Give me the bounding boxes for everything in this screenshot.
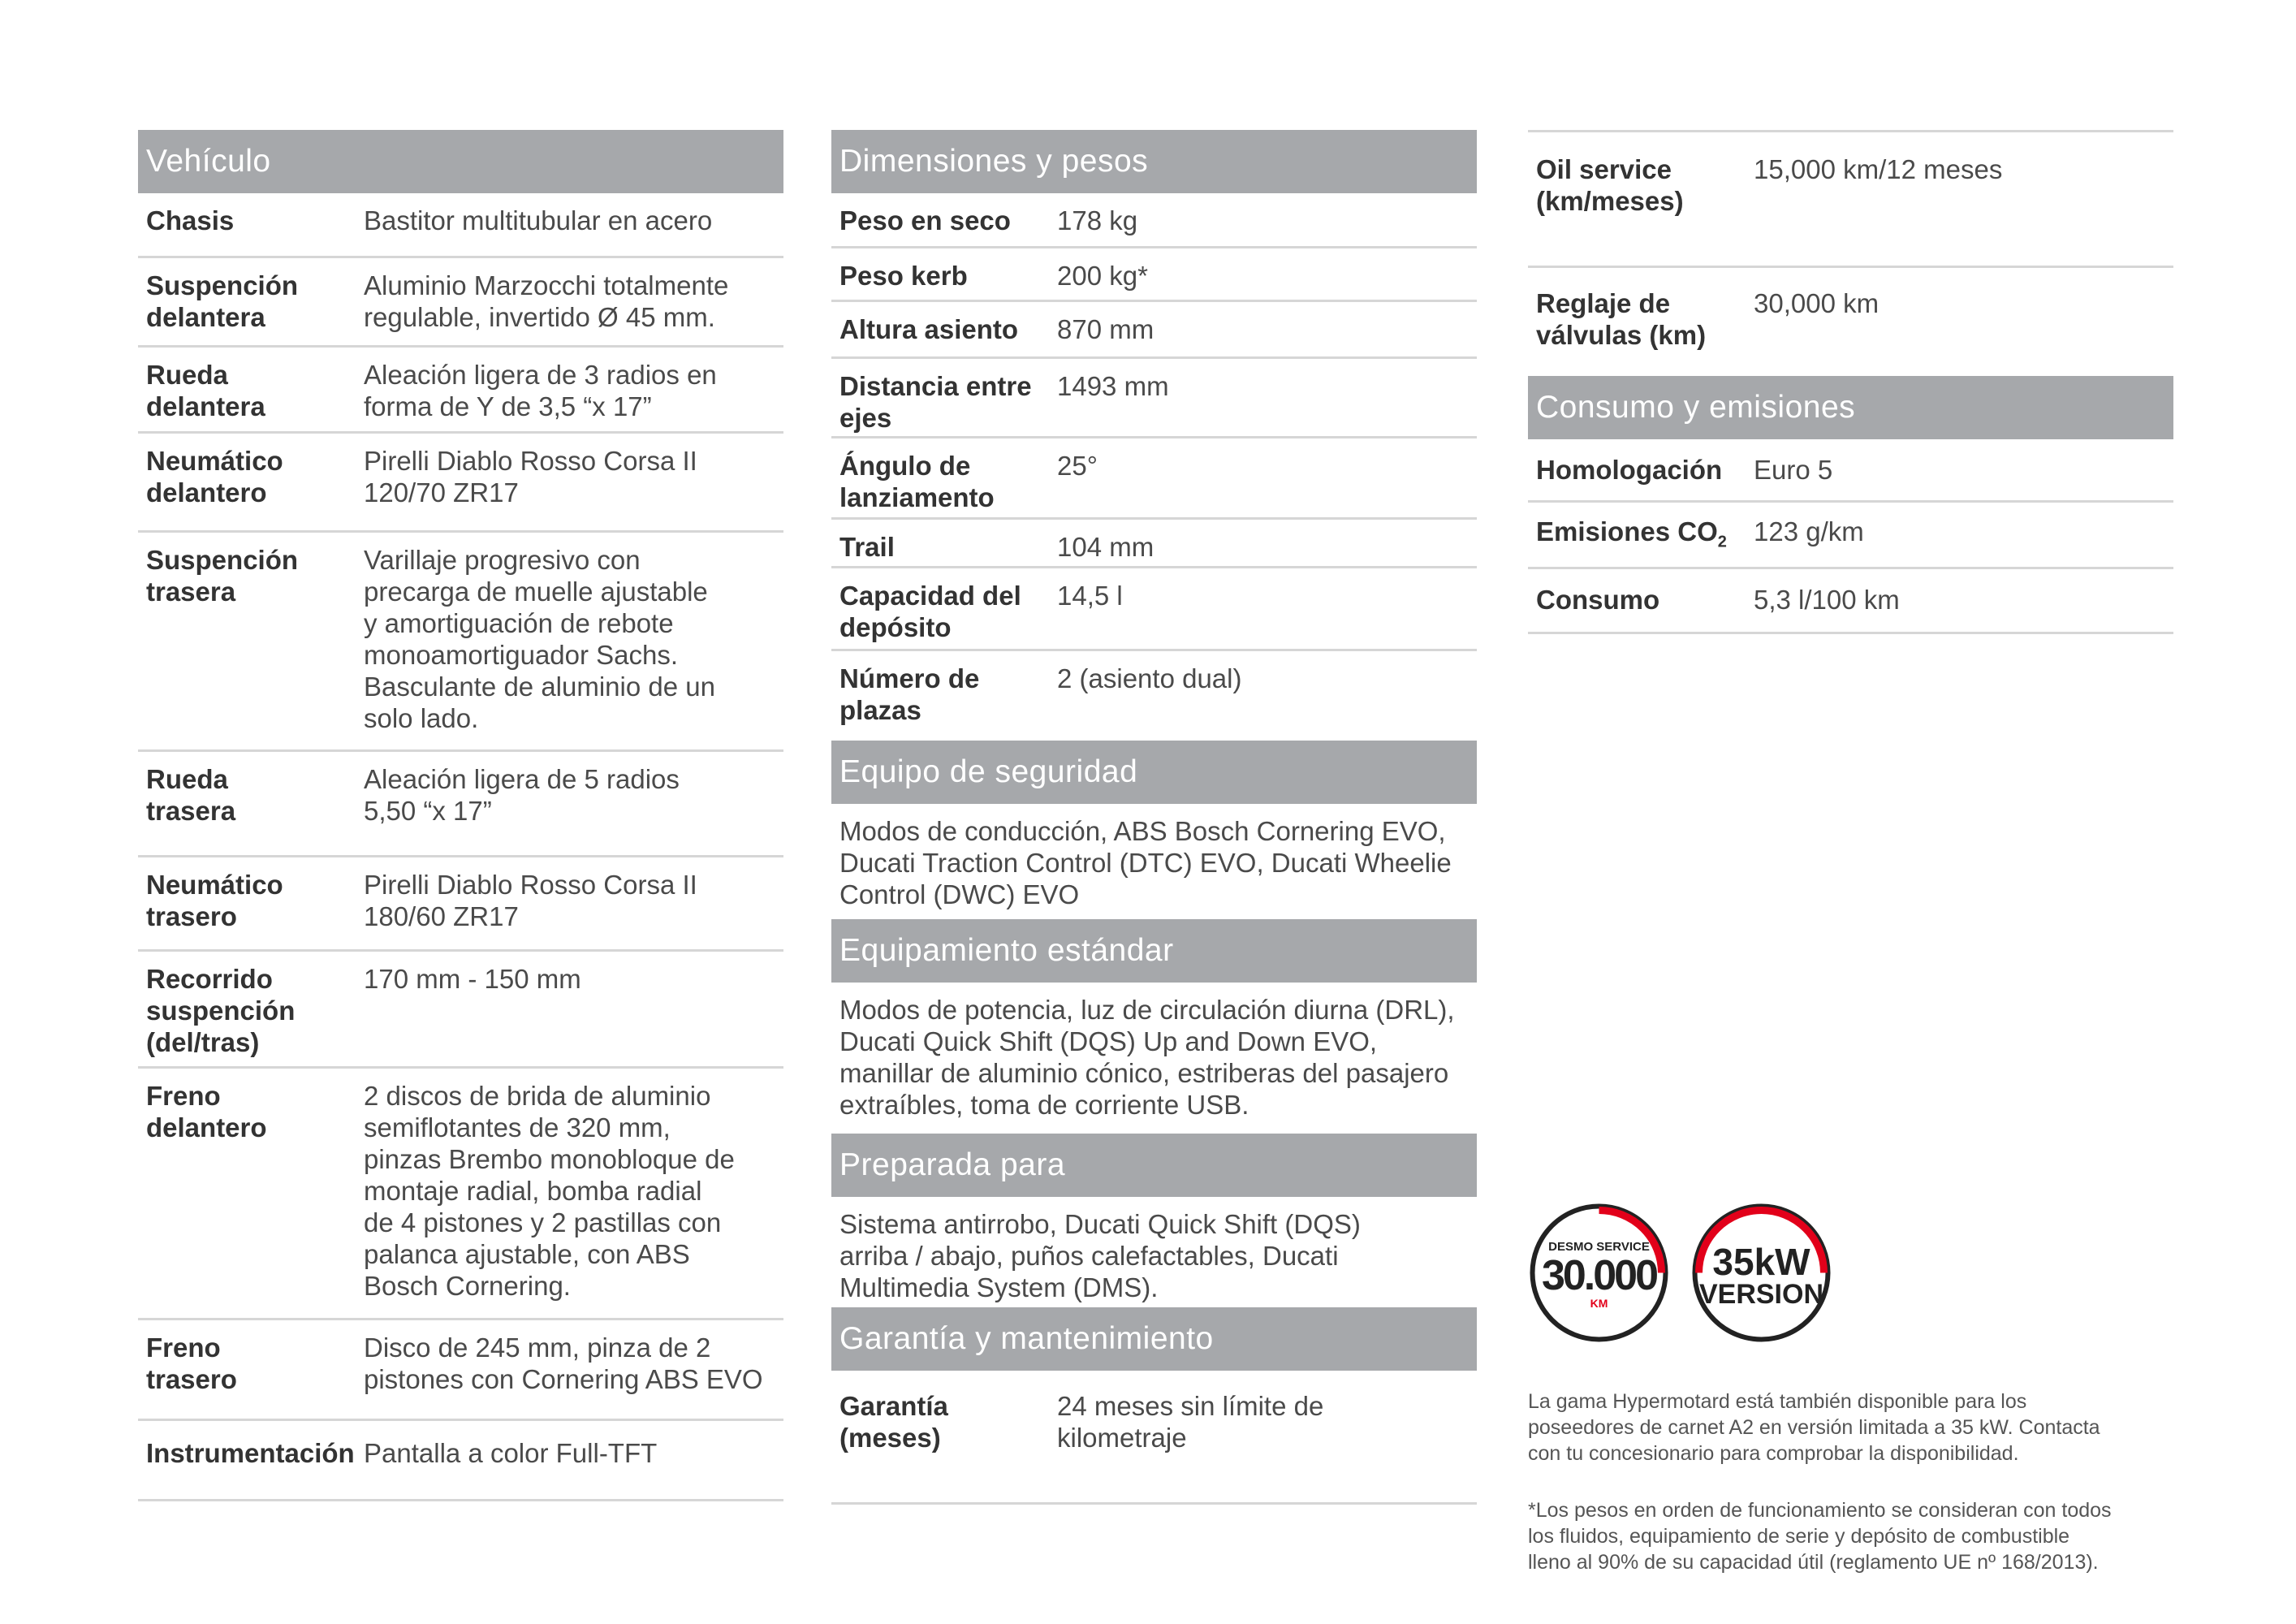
spec-row	[1528, 569, 2173, 634]
co2-subscript: 2	[1717, 533, 1727, 551]
vehiculo-section	[138, 130, 783, 1501]
power-bottom-text: VERSION	[1698, 1279, 1824, 1310]
spec-row	[831, 359, 1477, 438]
dimensiones-column	[831, 130, 1477, 1505]
spec-label: Distancia entre ejes	[839, 371, 1032, 433]
spec-row	[831, 568, 1477, 651]
spec-value: 14,5 l	[1057, 581, 1123, 611]
spec-value: Aleación ligera de 3 radios en forma de Y de 3,5 “x 17”	[364, 360, 717, 421]
spec-label: Altura asiento	[839, 314, 1019, 344]
spec-value: 104 mm	[1057, 532, 1154, 562]
section-title: Equipamiento estándar	[831, 919, 1477, 983]
spec-row	[831, 1371, 1477, 1505]
section-title: Garantía y mantenimiento	[831, 1307, 1477, 1371]
spec-label: Suspención delantera	[146, 270, 299, 332]
spec-label: Neumático trasero	[146, 870, 283, 931]
spec-row	[1528, 130, 2173, 268]
spec-row	[138, 258, 783, 348]
spec-label: Peso en seco	[839, 205, 1011, 235]
preparada-text: Sistema antirrobo, Ducati Quick Shift (DQS) arriba / abajo, puños calefactables, Ducati Multimedia System (DMS).	[839, 1209, 1361, 1302]
co2-label: Emisiones CO	[1536, 516, 1718, 546]
spec-row	[831, 302, 1477, 359]
badges	[1528, 1202, 1853, 1352]
spec-value: 870 mm	[1057, 314, 1154, 344]
spec-value: Aluminio Marzocchi totalmente regulable, invertido Ø 45 mm.	[364, 270, 729, 332]
spec-value: 24 meses sin límite de kilometraje	[1057, 1391, 1324, 1453]
spec-label: Ángulo de lanziamento	[839, 451, 995, 512]
spec-value: Bastitor multitubular en acero	[364, 205, 713, 235]
spec-label: Instrumentación	[146, 1438, 355, 1468]
spec-row	[831, 520, 1477, 568]
seguridad-text: Modos de conducción, ABS Bosch Cornering EVO, Ducati Traction Control (DTC) EVO, Ducati Wheelie Control (DWC) EVO	[839, 816, 1452, 909]
spec-row	[831, 193, 1477, 248]
spec-value: Pirelli Diablo Rosso Corsa II 180/60 ZR17	[364, 870, 697, 931]
spec-label: Freno trasero	[146, 1332, 237, 1394]
spec-label: Chasis	[146, 205, 235, 235]
spec-row	[138, 434, 783, 533]
weights-footnote: *Los pesos en orden de funcionamiento se consideran con todos los fluidos, equipamiento de serie y depósito de combustible lleno al 90% de su capacidad útil (reglamento UE nº 168/2013).	[1528, 1499, 2112, 1574]
spec-row	[831, 248, 1477, 302]
spec-row	[138, 533, 783, 752]
spec-label: Rueda delantera	[146, 360, 265, 421]
mantenimiento-column	[1528, 130, 2173, 634]
spec-value: Varillaje progresivo con precarga de muelle ajustable y amortiguación de rebote monoamortiguador Sachs. Basculante de aluminio de un solo lado.	[364, 545, 715, 733]
spec-value: 2 discos de brida de aluminio semiflotantes de 320 mm, pinzas Brembo monobloque de montaje radial, bomba radial de 4 pistones y 2 pastillas con palanca ajustable, con ABS Bosch Cornering.	[364, 1081, 735, 1301]
spec-label: Oil service (km/meses)	[1536, 154, 1684, 216]
desmo-top-text: DESMO SERVICE	[1548, 1240, 1650, 1254]
power-ring-icon	[1690, 1202, 1832, 1344]
spec-row	[138, 348, 783, 434]
spec-label: Suspención trasera	[146, 545, 299, 607]
spec-value: 178 kg	[1057, 205, 1138, 235]
spec-row	[831, 651, 1477, 741]
spec-value: 5,3 l/100 km	[1754, 585, 1900, 615]
spec-label: Freno delantero	[146, 1081, 267, 1142]
a2-note: La gama Hypermotard está también disponible para los poseedores de carnet A2 en versión limitada a 35 kW. Contacta con tu concesionario para comprobar la disponibilidad.	[1528, 1390, 2100, 1465]
spec-row	[138, 752, 783, 857]
section-title: Dimensiones y pesos	[831, 130, 1477, 193]
spec-row	[138, 193, 783, 258]
section-title: Equipo de seguridad	[831, 741, 1477, 804]
spec-value: Disco de 245 mm, pinza de 2 pistones con Cornering ABS EVO	[364, 1332, 763, 1394]
spec-row	[1528, 503, 2173, 569]
spec-value: Euro 5	[1754, 455, 1833, 485]
spec-label: Consumo	[1536, 585, 1660, 615]
spec-row	[831, 438, 1477, 520]
estandar-text: Modos de potencia, luz de circulación diurna (DRL), Ducati Quick Shift (DQS) Up and Down EVO, manillar de aluminio cónico, estriberas del pasajero extraíbles, toma de corriente USB.	[839, 995, 1455, 1120]
spec-value: Aleación ligera de 5 radios 5,50 “x 17”	[364, 764, 680, 826]
spec-value: 200 kg*	[1057, 261, 1148, 291]
spec-value: 123 g/km	[1754, 516, 1864, 546]
power-top-text: 35kW	[1712, 1241, 1810, 1283]
spec-value: Pantalla a color Full-TFT	[364, 1438, 658, 1468]
spec-row	[1528, 439, 2173, 503]
spec-label: Neumático delantero	[146, 446, 283, 508]
spec-row	[1528, 268, 2173, 376]
spec-row	[138, 1421, 783, 1501]
spec-label: Trail	[839, 532, 895, 562]
desmo-number: 30.000	[1541, 1252, 1657, 1299]
spec-label: Peso kerb	[839, 261, 968, 291]
spec-label: Número de plazas	[839, 663, 980, 725]
section-title: Consumo y emisiones	[1528, 376, 2173, 439]
section-title: Preparada para	[831, 1134, 1477, 1197]
spec-value: 1493 mm	[1057, 371, 1169, 401]
spec-row	[138, 1069, 783, 1320]
spec-value: 25°	[1057, 451, 1098, 481]
spec-value: 30,000 km	[1754, 288, 1880, 318]
spec-label: Recorrido suspención (del/tras)	[146, 964, 296, 1057]
spec-label: Capacidad del depósito	[839, 581, 1021, 642]
spec-row	[138, 857, 783, 952]
spec-value: 2 (asiento dual)	[1057, 663, 1242, 693]
spec-label	[1536, 516, 1754, 567]
spec-value: Pirelli Diablo Rosso Corsa II 120/70 ZR17	[364, 446, 697, 508]
spec-label: Reglaje de válvulas (km)	[1536, 288, 1707, 350]
power-version-badge	[1690, 1202, 1832, 1344]
spec-label: Garantía (meses)	[839, 1391, 948, 1453]
desmo-service-badge	[1528, 1202, 1670, 1344]
section-title: Vehículo	[138, 130, 783, 193]
spec-row	[138, 952, 783, 1069]
spec-label: Homologación	[1536, 455, 1723, 485]
desmo-unit: KM	[1590, 1297, 1608, 1310]
spec-value: 170 mm - 150 mm	[364, 964, 581, 994]
spec-value: 15,000 km/12 meses	[1754, 154, 2003, 184]
desmo-ring-icon	[1528, 1202, 1670, 1344]
spec-row	[138, 1320, 783, 1421]
spec-label: Rueda trasera	[146, 764, 236, 826]
